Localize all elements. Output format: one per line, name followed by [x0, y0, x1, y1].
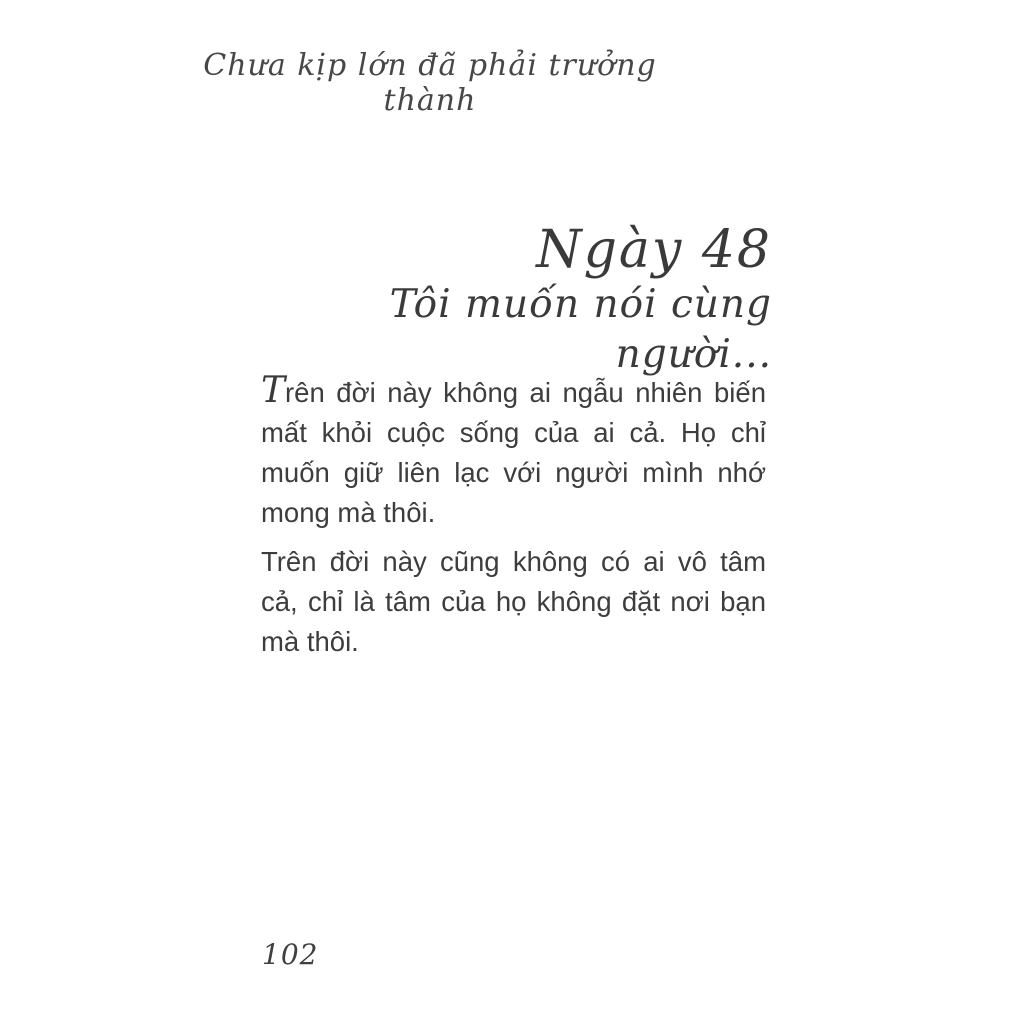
- chapter-heading: [260, 220, 772, 380]
- paragraph-1-line-4: mong mà thôi.: [261, 497, 436, 528]
- paragraph-2-line-1: Trên đời này cũng không có ai vô tâm: [261, 546, 766, 577]
- paragraph-1-line-1-text: rên đời này không ai ngẫu nhiên biến: [285, 377, 766, 408]
- paragraph-1-line-3: muốn giữ liên lạc với người mình nhớ: [261, 457, 766, 488]
- chapter-day-label: Ngày 48: [536, 220, 772, 280]
- page-number: 102: [262, 938, 319, 971]
- body-text: [261, 371, 766, 671]
- paragraph-1: [261, 371, 766, 533]
- drop-cap-initial: T: [261, 370, 286, 411]
- paragraph-2-line-3: mà thôi.: [261, 626, 359, 657]
- paragraph-1-line-1: [261, 371, 766, 413]
- chapter-title: Tôi muốn nói cùng người...: [389, 282, 772, 377]
- running-header: Chưa kịp lớn đã phải trưởng thành: [203, 48, 657, 118]
- paragraph-2-line-2: cả, chỉ là tâm của họ không đặt nơi bạn: [261, 586, 766, 617]
- paragraph-1-line-2: mất khỏi cuộc sống của ai cả. Họ chỉ: [261, 417, 766, 448]
- paragraph-2: [261, 542, 766, 662]
